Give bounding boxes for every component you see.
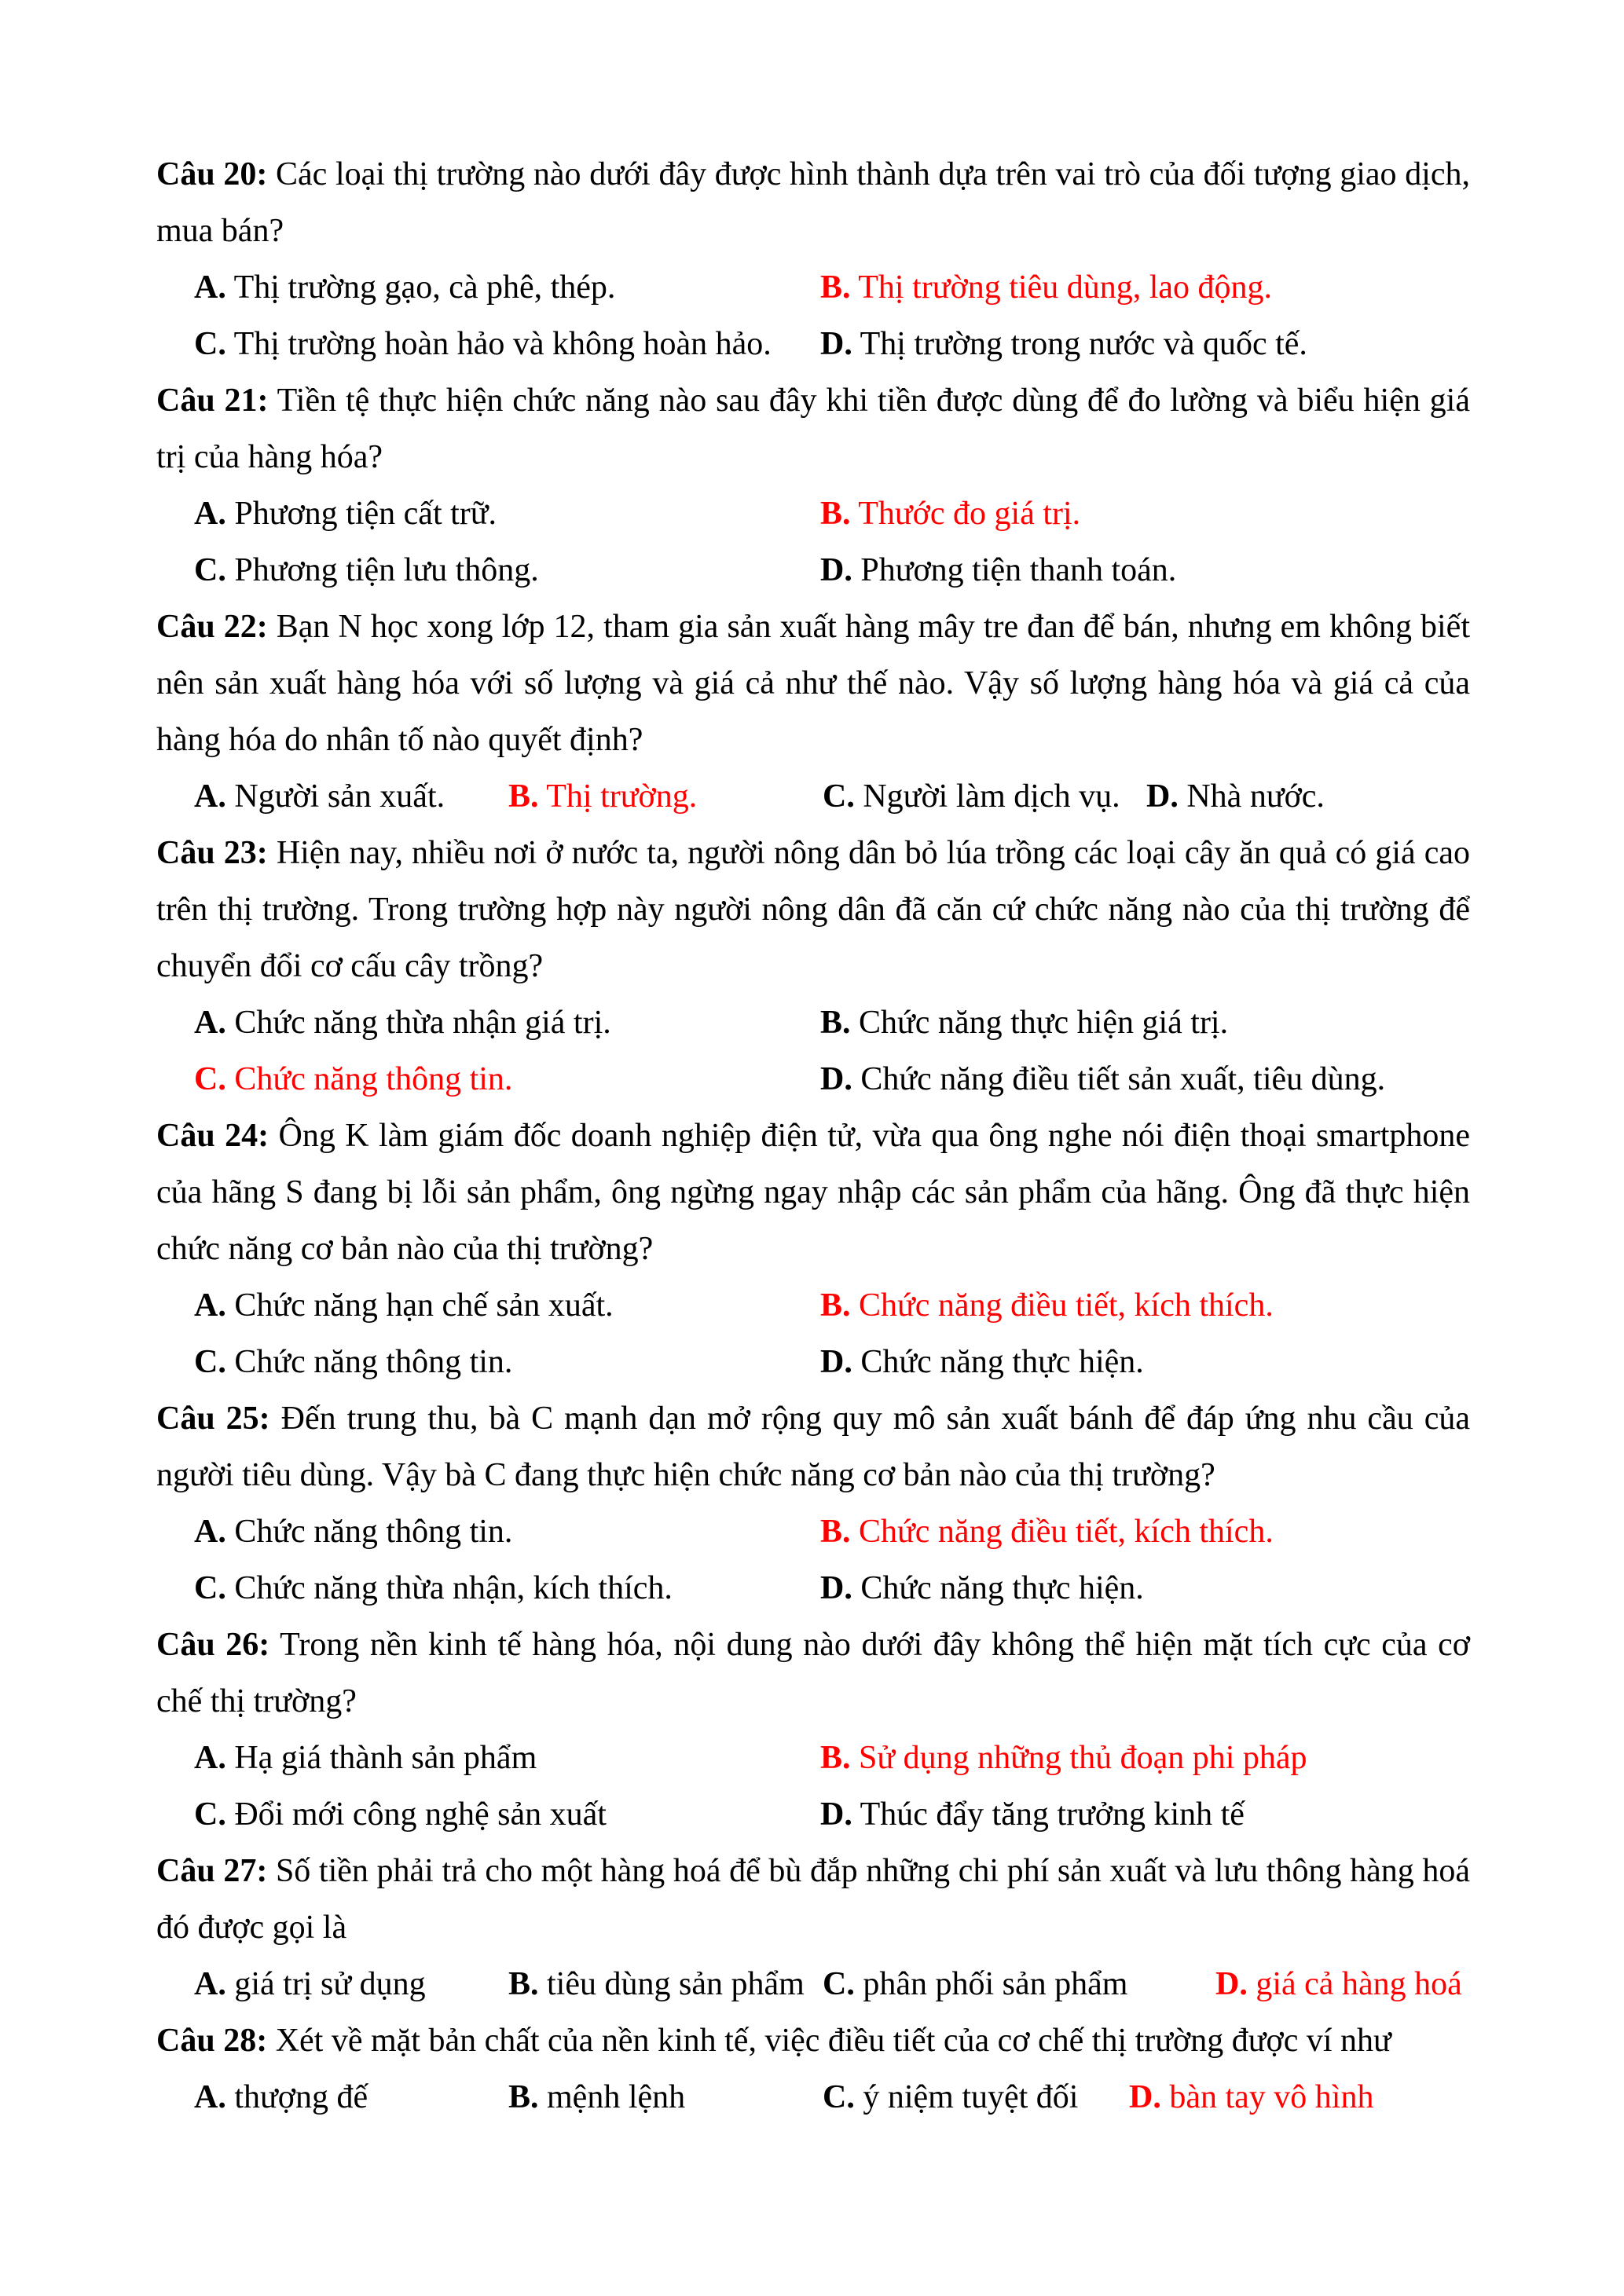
option-text: Chức năng điều tiết, kích thích. [859,1287,1274,1324]
question-body: Ông K làm giám đốc doanh nghiệp điện tử, vừa qua ông nghe nói điện thoại smartphone của hãng S đang bị lỗi sản phẩm, ông ngừng ngay nhập các sản phẩm của hãng. Ông đã thực hiện chức năng cơ bản nào của thị trường? [156,1118,1471,1267]
question-26 [156,1617,1470,1843]
option-text: Người sản xuất. [234,778,445,815]
option-text: bàn tay vô hình [1169,2079,1374,2115]
option-b [820,994,1228,1051]
option-text: giá trị sử dụng [234,1966,426,2002]
question-23 [156,825,1470,1108]
option-text: Người làm dịch vụ. [863,778,1120,815]
option-a [194,259,615,316]
option-text: Thị trường. [546,778,698,815]
option-text: Chức năng thực hiện. [860,1570,1144,1606]
option-label: D. [820,326,852,362]
question-body: Số tiền phải trả cho một hàng hoá để bù đắp những chi phí sản xuất và lưu thông hàng hoá đó được gọi là [156,1853,1470,1946]
option-text: mệnh lệnh [547,2079,686,2115]
option-text: Thước đo giá trị. [858,496,1081,532]
options-row [156,2069,1470,2126]
option-label: D. [1146,778,1179,815]
options-row [156,1334,1470,1390]
question-20 [156,146,1470,372]
question-body: Trong nền kinh tế hàng hóa, nội dung nào dưới đây không thể hiện mặt tích cực của cơ chế thị trường? [156,1627,1470,1719]
question-text [156,146,1470,259]
option-text: Thị trường hoàn hảo và không hoàn hảo. [233,326,772,362]
question-label: Câu 21: [156,383,269,419]
option-c [823,768,1120,825]
option-label: B. [820,1287,851,1324]
option-d-correct [1215,1956,1462,2012]
question-label: Câu 27: [156,1853,268,1889]
option-d [1146,768,1325,825]
option-label: C. [823,1966,855,2002]
option-text: Chức năng điều tiết sản xuất, tiêu dùng. [860,1061,1386,1097]
option-text: Chức năng thông tin. [234,1514,513,1550]
question-text [156,1843,1470,1956]
option-b-correct [820,1503,1274,1560]
question-22 [156,599,1470,825]
option-label: D. [1215,1966,1248,2002]
options-row [156,994,1470,1051]
option-label: C. [194,1061,226,1097]
options-row [156,542,1470,599]
option-b-correct [508,768,697,825]
option-d [820,1334,1144,1390]
option-b-correct [820,485,1080,542]
option-c [194,316,772,372]
question-label: Câu 24: [156,1118,269,1154]
option-b [508,2069,685,2126]
question-21 [156,372,1470,599]
option-label: D. [820,552,852,588]
option-text: Chức năng thông tin. [234,1061,513,1097]
option-text: Thị trường trong nước và quốc tế. [860,326,1307,362]
question-25 [156,1390,1470,1617]
question-label: Câu 26: [156,1627,270,1663]
option-label: A. [194,1287,226,1324]
options-row [156,485,1470,542]
question-body: Hiện nay, nhiều nơi ở nước ta, người nông dân bỏ lúa trồng các loại cây ăn quả có giá cao trên thị trường. Trong trường hợp này người nông dân đã căn cứ chức năng nào của thị trường để chuyển đổi cơ cấu cây trồng? [156,835,1471,984]
option-a [194,1730,537,1786]
option-label: A. [194,778,226,815]
option-label: A. [194,1740,226,1776]
question-body: Tiền tệ thực hiện chức năng nào sau đây khi tiền được dùng để đo lường và biểu hiện giá trị của hàng hóa? [156,383,1470,475]
option-label: B. [820,1514,851,1550]
option-label: C. [194,552,226,588]
option-label: A. [194,1514,226,1550]
option-label: B. [508,1966,539,2002]
option-label: B. [820,496,851,532]
option-b-correct [820,259,1272,316]
options-row [156,259,1470,316]
option-text: Thị trường tiêu dùng, lao động. [858,269,1273,306]
option-a [194,994,611,1051]
option-label: A. [194,496,226,532]
option-label: C. [194,326,226,362]
option-label: C. [194,1796,226,1833]
question-text [156,2012,1470,2069]
option-text: Đổi mới công nghệ sản xuất [234,1796,607,1833]
option-c-correct [194,1051,512,1108]
question-label: Câu 28: [156,2023,268,2059]
option-text: Phương tiện thanh toán. [860,552,1177,588]
option-label: A. [194,269,226,306]
option-a [194,2069,368,2126]
option-label: B. [820,1005,851,1041]
option-a [194,1277,614,1334]
question-body: Các loại thị trường nào dưới đây được hình thành dựa trên vai trò của đối tượng giao dịch, mua bán? [156,156,1471,249]
question-text [156,372,1470,485]
option-label: C. [194,1570,226,1606]
option-label: D. [820,1570,852,1606]
option-label: A. [194,1966,226,2002]
option-d [820,1051,1385,1108]
option-a [194,1956,426,2012]
option-a [194,485,497,542]
option-text: Phương tiện cất trữ. [234,496,497,532]
option-c [194,1560,673,1617]
option-text: Phương tiện lưu thông. [234,552,539,588]
options-row [156,1503,1470,1560]
option-d [820,1786,1245,1843]
option-b [508,1956,805,2012]
option-text: tiêu dùng sản phẩm [547,1966,805,2002]
option-label: B. [820,1740,851,1776]
question-text [156,1617,1470,1730]
option-c [194,1786,607,1843]
question-label: Câu 25: [156,1401,270,1437]
question-body: Bạn N học xong lớp 12, tham gia sản xuất hàng mây tre đan để bán, nhưng em không biết nên sản xuất hàng hóa với số lượng và giá cả như thế nào. Vậy số lượng hàng hóa và giá cả của hàng hóa do nhân tố nào quyết định? [156,609,1470,758]
question-label: Câu 23: [156,835,268,871]
options-row [156,768,1470,825]
option-text: Chức năng thừa nhận, kích thích. [234,1570,673,1606]
option-b-correct [820,1277,1274,1334]
options-row [156,1730,1470,1786]
option-label: B. [508,778,539,815]
question-27 [156,1843,1470,2012]
option-d [820,1560,1144,1617]
option-c [194,542,539,599]
option-text: Chức năng thực hiện. [860,1344,1144,1380]
question-text [156,825,1470,994]
option-d-correct [1129,2069,1373,2126]
option-text: Chức năng thừa nhận giá trị. [234,1005,611,1041]
option-label: C. [823,2079,855,2115]
option-text: ý niệm tuyệt đối [863,2079,1079,2115]
question-text [156,1108,1470,1277]
option-label: C. [823,778,855,815]
option-a [194,1503,512,1560]
option-label: A. [194,1005,226,1041]
option-text: phân phối sản phẩm [863,1966,1128,2002]
option-label: B. [820,269,851,306]
option-label: A. [194,2079,226,2115]
options-row [156,1786,1470,1843]
option-text: thượng đế [234,2079,368,2115]
option-text: Hạ giá thành sản phẩm [234,1740,537,1776]
option-c [823,2069,1078,2126]
option-text: Thúc đẩy tăng trưởng kinh tế [860,1796,1245,1833]
options-row [156,1277,1470,1334]
options-row [156,1560,1470,1617]
option-text: giá cả hàng hoá [1256,1966,1462,2002]
option-text: Nhà nước. [1186,778,1325,815]
option-b-correct [820,1730,1307,1786]
options-row [156,316,1470,372]
option-c [194,1334,512,1390]
option-label: D. [1129,2079,1161,2115]
question-body: Xét về mặt bản chất của nền kinh tế, việc điều tiết của cơ chế thị trường được ví như [275,2023,1391,2059]
question-28 [156,2012,1470,2126]
question-text [156,599,1470,768]
option-label: D. [820,1061,852,1097]
option-label: D. [820,1344,852,1380]
options-row [156,1051,1470,1108]
option-text: Chức năng thực hiện giá trị. [859,1005,1229,1041]
option-d [820,316,1307,372]
option-a [194,768,445,825]
option-text: Sử dụng những thủ đoạn phi pháp [859,1740,1307,1776]
option-text: Chức năng điều tiết, kích thích. [859,1514,1274,1550]
question-24 [156,1108,1470,1390]
question-label: Câu 22: [156,609,268,645]
exam-content [156,146,1470,2126]
question-body: Đến trung thu, bà C mạnh dạn mở rộng quy mô sản xuất bánh để đáp ứng nhu cầu của người tiêu dùng. Vậy bà C đang thực hiện chức năng cơ bản nào của thị trường? [156,1401,1470,1493]
option-d [820,542,1176,599]
option-c [823,1956,1127,2012]
option-label: C. [194,1344,226,1380]
options-row [156,1956,1470,2012]
option-text: Thị trường gạo, cà phê, thép. [233,269,616,306]
option-label: B. [508,2079,539,2115]
question-label: Câu 20: [156,156,268,192]
question-text [156,1390,1470,1503]
option-label: D. [820,1796,852,1833]
option-text: Chức năng hạn chế sản xuất. [234,1287,614,1324]
option-text: Chức năng thông tin. [234,1344,513,1380]
